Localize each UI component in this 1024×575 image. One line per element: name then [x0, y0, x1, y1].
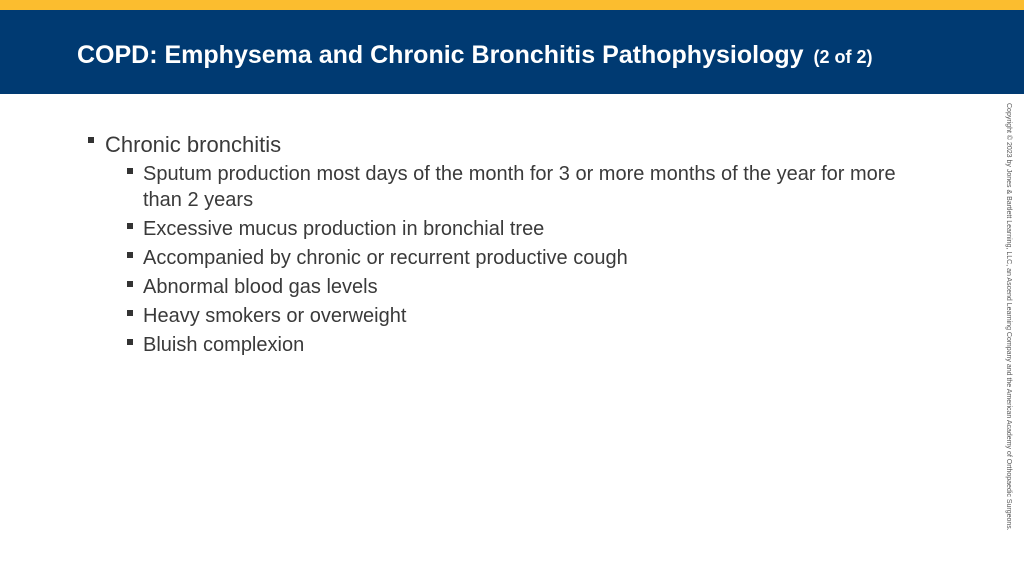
sub-bullet-text: Heavy smokers or overweight — [143, 305, 407, 327]
main-bullet: Chronic bronchitis — [105, 132, 282, 157]
square-bullet-icon — [127, 223, 133, 229]
sub-bullet-text: Sputum production most days of the month for 3 or more months of the year for more than 2 years — [143, 163, 896, 211]
sub-bullet-item — [127, 245, 907, 271]
square-bullet-icon — [127, 339, 133, 345]
sub-bullet-list — [127, 161, 907, 361]
sub-bullet-text: Accompanied by chronic or recurrent productive cough — [143, 247, 628, 269]
sub-bullet-item — [127, 274, 907, 300]
sub-bullet-text: Abnormal blood gas levels — [143, 276, 378, 298]
sub-bullet-item — [127, 332, 907, 358]
sub-bullet-text: Bluish complexion — [143, 334, 305, 356]
sub-bullet-text: Excessive mucus production in bronchial tree — [143, 218, 545, 240]
square-bullet-icon — [127, 281, 133, 287]
sub-bullet-item — [127, 161, 907, 213]
slide-title-text: COPD: Emphysema and Chronic Bronchitis Pathophysiology — [77, 41, 804, 69]
sub-bullet-item — [127, 216, 907, 242]
square-bullet-icon — [127, 310, 133, 316]
square-bullet-icon — [88, 137, 94, 143]
square-bullet-icon — [127, 252, 133, 258]
sub-bullet-item — [127, 303, 907, 329]
copyright-notice: Copyright © 2023 by Jones & Bartlett Learning, LLC, an Ascend Learning Company and the American Academy of Orthopaedic Surgeons. — [1005, 103, 1012, 531]
slide-title-suffix: (2 of 2) — [813, 47, 873, 67]
square-bullet-icon — [127, 168, 133, 174]
